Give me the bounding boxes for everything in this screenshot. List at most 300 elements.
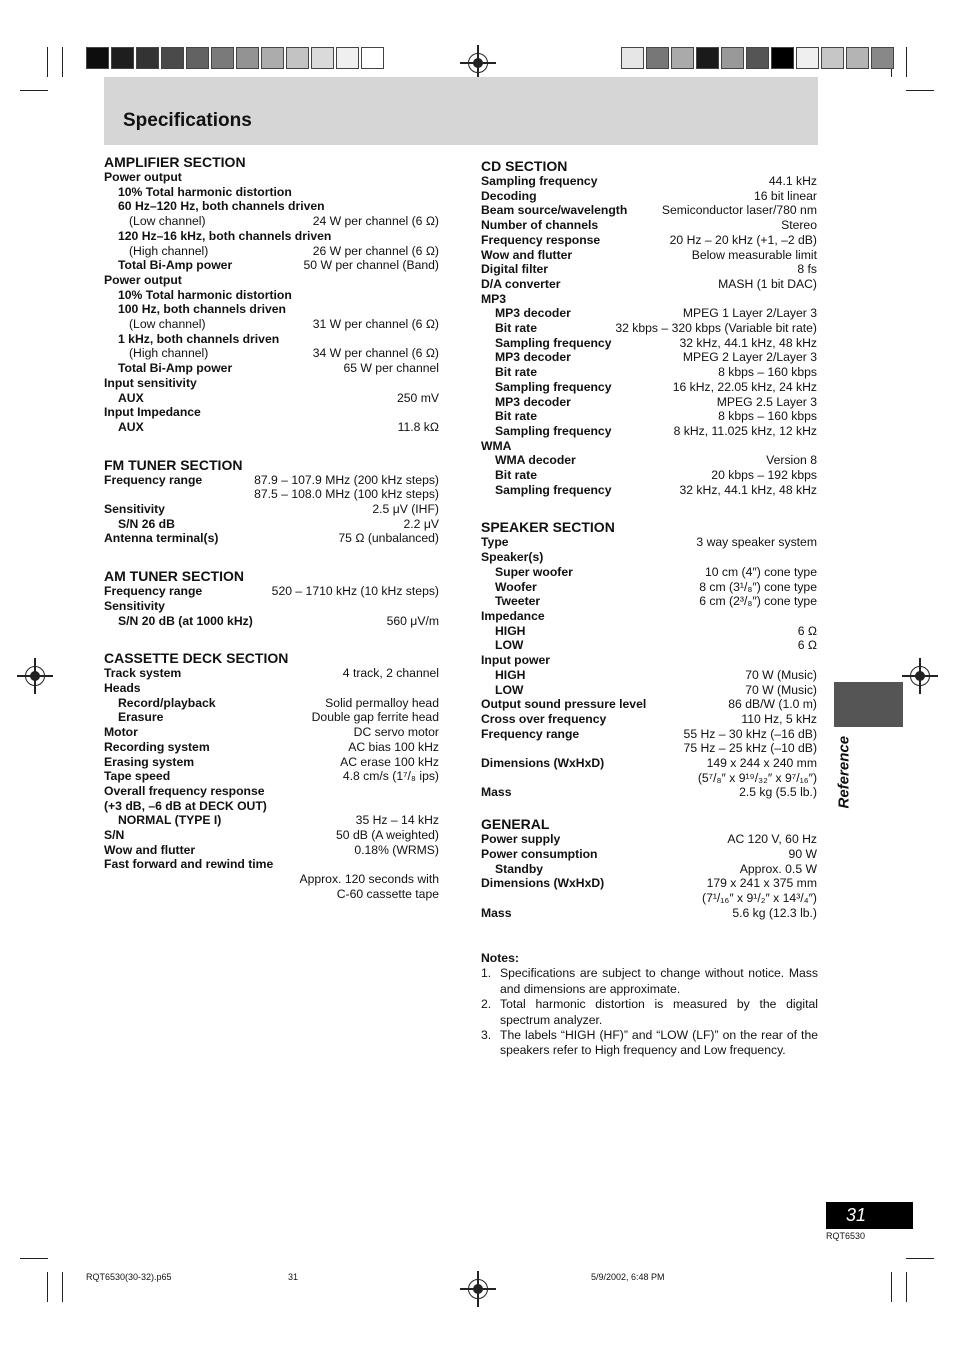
color-swatch <box>821 47 844 69</box>
spec-value: 32 kbps – 320 kbps (Variable bit rate) <box>615 321 817 336</box>
spec-value: 110 Hz, 5 kHz <box>741 711 817 726</box>
spec-label: Standby <box>495 861 544 876</box>
spec-row <box>481 609 817 624</box>
spec-label: (High channel) <box>129 346 209 361</box>
spec-list-am <box>104 584 439 628</box>
spec-row <box>104 799 439 814</box>
spec-row <box>104 405 439 420</box>
color-swatch <box>311 47 334 69</box>
spec-value: MPEG 2 Layer 2/Layer 3 <box>682 350 817 365</box>
spec-label: D/A converter <box>481 276 561 291</box>
spec-list-speaker <box>481 535 817 800</box>
color-swatch <box>721 47 744 69</box>
spec-row <box>104 843 439 858</box>
spec-label: Power consumption <box>481 846 598 861</box>
color-swatch <box>186 47 209 69</box>
color-swatch <box>336 47 359 69</box>
spec-label: Erasing system <box>104 754 195 769</box>
spec-value: 0.18% (WRMS) <box>354 842 439 857</box>
spec-label: LOW <box>495 638 524 653</box>
spec-label: Erasure <box>118 710 164 725</box>
spec-list-amplifier <box>104 170 439 435</box>
spec-row <box>481 727 817 742</box>
model-code: RQT6530 <box>826 1231 866 1241</box>
spec-row <box>481 565 817 580</box>
spec-value: 55 Hz – 30 kHz (–16 dB) <box>683 726 817 741</box>
color-swatch <box>846 47 869 69</box>
spec-label: Total Bi-Amp power <box>118 258 233 273</box>
note-number: 3. <box>481 1028 492 1043</box>
spec-label: Sampling frequency <box>481 174 598 188</box>
spec-value: Stereo <box>781 218 817 233</box>
spec-label: Cross over frequency <box>481 711 607 726</box>
note-text: Specifications are subject to change without notice. Mass and dimensions are approximate. <box>500 966 818 996</box>
footer-page: 31 <box>288 1272 299 1282</box>
spec-value: Double gap ferrite head <box>311 710 439 725</box>
spec-row <box>481 741 817 756</box>
spec-value: (7¹/₁₆″ x 9¹/₂″ x 14³/₄″) <box>702 890 817 905</box>
spec-label: Antenna terminal(s) <box>104 531 219 546</box>
spec-row <box>104 614 439 629</box>
registration-mark-icon <box>468 53 488 73</box>
spec-value: Semiconductor laser/780 nm <box>661 203 817 218</box>
color-swatch <box>161 47 184 69</box>
spec-label: Sensitivity <box>104 598 165 613</box>
spec-row <box>104 769 439 784</box>
spec-label: Bit rate <box>495 409 537 424</box>
spec-row <box>104 857 439 872</box>
spec-row <box>104 317 439 332</box>
spec-value: DC servo motor <box>353 725 439 740</box>
spec-row <box>104 740 439 755</box>
spec-value: 50 dB (A weighted) <box>336 828 439 843</box>
spec-label: WMA decoder <box>495 453 576 468</box>
spec-label: Tape speed <box>104 769 171 784</box>
spec-row <box>481 174 817 189</box>
spec-label: Decoding <box>481 188 537 203</box>
spec-row <box>481 306 817 321</box>
spec-label: Record/playback <box>118 695 216 710</box>
spec-label: Motor <box>104 725 138 740</box>
spec-value: 26 W per channel (6 Ω) <box>312 243 439 258</box>
spec-row <box>104 710 439 725</box>
spec-row <box>104 376 439 391</box>
spec-value: Below measurable limit <box>691 247 817 262</box>
registration-mark-icon <box>468 1279 488 1299</box>
spec-label: Beam source/wavelength <box>481 203 628 218</box>
spec-row <box>104 502 439 517</box>
registration-mark-icon <box>910 666 930 686</box>
color-swatch <box>796 47 819 69</box>
spec-label: MP3 decoder <box>495 306 571 321</box>
spec-value: C-60 cassette tape <box>336 886 439 901</box>
spec-label: Fast forward and rewind time <box>104 857 274 872</box>
section-title-speaker: SPEAKER SECTION <box>481 519 615 536</box>
section-title-fm: FM TUNER SECTION <box>104 456 243 473</box>
spec-value: 3 way speaker system <box>696 535 817 550</box>
spec-row <box>481 906 817 921</box>
spec-label: HIGH <box>495 623 526 638</box>
spec-row <box>481 756 817 771</box>
spec-value: 16 kHz, 22.05 kHz, 24 kHz <box>672 379 817 394</box>
spec-row <box>104 666 439 681</box>
spec-label: Power output <box>104 272 182 287</box>
spec-row <box>481 336 817 351</box>
spec-row <box>104 487 439 502</box>
spec-label: Woofer <box>495 579 537 594</box>
spec-value: 75 Hz – 25 kHz (–10 dB) <box>683 741 817 756</box>
spec-row <box>104 199 439 214</box>
spec-value: 8 fs <box>797 262 817 277</box>
spec-row <box>104 887 439 902</box>
spec-label: S/N 20 dB (at 1000 kHz) <box>118 613 253 628</box>
spec-label: 120 Hz–16 kHz, both channels driven <box>118 228 332 243</box>
spec-label: Frequency range <box>104 584 203 599</box>
spec-value: 11.8 kΩ <box>397 419 439 434</box>
spec-label: Dimensions (WxHxD) <box>481 756 605 771</box>
spec-label: Sampling frequency <box>495 335 612 350</box>
crop-mark <box>47 47 48 77</box>
spec-label: Track system <box>104 666 182 681</box>
spec-label: 100 Hz, both channels driven <box>118 302 286 317</box>
spec-row <box>481 350 817 365</box>
spec-label: Total Bi-Amp power <box>118 361 233 376</box>
title-banner <box>104 77 818 145</box>
spec-label: Frequency response <box>481 232 601 247</box>
spec-row <box>481 483 817 498</box>
page-number: 31 <box>826 1202 913 1229</box>
spec-label: Impedance <box>481 608 545 623</box>
spec-row <box>481 380 817 395</box>
spec-value: 90 W <box>788 846 817 861</box>
crop-mark <box>906 1272 907 1302</box>
notes <box>481 951 818 1059</box>
spec-row <box>481 550 817 565</box>
spec-label: Input power <box>481 653 551 668</box>
color-bar-left <box>86 47 386 69</box>
spec-label: Sampling frequency <box>495 423 612 438</box>
spec-label: Bit rate <box>495 321 537 336</box>
spec-value: AC erase 100 kHz <box>340 754 439 769</box>
spec-row <box>104 828 439 843</box>
crop-mark <box>906 1258 934 1259</box>
spec-value: 24 W per channel (6 Ω) <box>312 214 439 229</box>
color-swatch <box>286 47 309 69</box>
spec-row <box>481 453 817 468</box>
note-item <box>481 966 818 997</box>
spec-label: Recording system <box>104 739 210 754</box>
spec-label: Sensitivity <box>104 502 165 517</box>
spec-label: NORMAL (TYPE I) <box>118 813 222 828</box>
spec-label: MP3 decoder <box>495 350 571 365</box>
spec-value: Version 8 <box>766 453 817 468</box>
spec-row <box>104 599 439 614</box>
spec-row <box>481 535 817 550</box>
spec-row <box>481 189 817 204</box>
spec-label: AUX <box>118 390 144 405</box>
spec-list-cd <box>481 174 817 497</box>
color-swatch <box>236 47 259 69</box>
spec-label: MP3 decoder <box>495 394 571 409</box>
spec-label: Mass <box>481 785 512 800</box>
spec-label: Bit rate <box>495 468 537 483</box>
spec-value: 70 W (Music) <box>745 667 817 682</box>
spec-value: 20 Hz – 20 kHz (+1, –2 dB) <box>669 232 817 247</box>
spec-row <box>481 712 817 727</box>
spec-row <box>481 832 817 847</box>
spec-label: Wow and flutter <box>481 247 573 262</box>
spec-label: Frequency range <box>481 726 580 741</box>
spec-value: 2.5 kg (5.5 lb.) <box>739 785 817 800</box>
note-number: 2. <box>481 997 492 1012</box>
spec-value: 8 kHz, 11.025 kHz, 12 kHz <box>673 423 817 438</box>
page-title: Specifications <box>123 110 252 131</box>
side-tab-label: Reference <box>835 735 853 809</box>
spec-value: 8 kbps – 160 kbps <box>718 409 817 424</box>
spec-value: 6 cm (2³/₈″) cone type <box>699 594 817 609</box>
spec-value: 4 track, 2 channel <box>342 666 439 681</box>
spec-label: WMA <box>481 438 512 453</box>
color-swatch <box>621 47 644 69</box>
spec-label: Super woofer <box>495 564 573 579</box>
spec-row <box>104 346 439 361</box>
spec-label: Bit rate <box>495 365 537 380</box>
spec-row <box>481 638 817 653</box>
spec-label: 60 Hz–120 Hz, both channels driven <box>118 199 325 214</box>
spec-row <box>481 668 817 683</box>
crop-mark <box>47 1272 48 1302</box>
spec-row <box>481 424 817 439</box>
notes-title: Notes: <box>481 951 519 965</box>
footer-date: 5/9/2002, 6:48 PM <box>591 1272 665 1282</box>
spec-value: 8 cm (3¹/₈″) cone type <box>699 579 817 594</box>
spec-label: Number of channels <box>481 218 599 233</box>
spec-label: Wow and flutter <box>104 842 196 857</box>
spec-row <box>104 872 439 887</box>
spec-row <box>104 531 439 546</box>
spec-value: 6 Ω <box>797 623 817 638</box>
color-swatch <box>771 47 794 69</box>
spec-row <box>104 244 439 259</box>
note-text: Total harmonic distortion is measured by the digital spectrum analyzer. <box>500 997 818 1027</box>
spec-label: 1 kHz, both channels driven <box>118 331 280 346</box>
spec-row <box>104 288 439 303</box>
spec-label: S/N <box>104 828 125 843</box>
note-item <box>481 997 818 1028</box>
crop-mark <box>62 47 63 77</box>
color-swatch <box>136 47 159 69</box>
spec-row <box>481 683 817 698</box>
spec-row <box>481 594 817 609</box>
spec-row <box>481 395 817 410</box>
spec-row <box>481 653 817 668</box>
spec-row <box>481 847 817 862</box>
spec-row <box>104 584 439 599</box>
spec-label: Power supply <box>481 832 561 847</box>
spec-label: Speaker(s) <box>481 550 544 565</box>
spec-value: 179 x 241 x 375 mm <box>706 876 817 891</box>
section-title-cd: CD SECTION <box>481 158 568 174</box>
spec-label: S/N 26 dB <box>118 516 175 531</box>
section-title-general: GENERAL <box>481 816 550 833</box>
spec-value: 32 kHz, 44.1 kHz, 48 kHz <box>679 482 817 497</box>
spec-row <box>481 203 817 218</box>
spec-row <box>104 229 439 244</box>
spec-value: MASH (1 bit DAC) <box>718 276 817 291</box>
spec-row <box>104 302 439 317</box>
spec-value: 65 W per channel <box>343 361 439 376</box>
spec-value: 35 Hz – 14 kHz <box>355 813 439 828</box>
notes-list <box>481 966 818 1058</box>
spec-value: 6 Ω <box>797 638 817 653</box>
footer-file: RQT6530(30-32).p65 <box>86 1272 172 1282</box>
section-title-cassette: CASSETTE DECK SECTION <box>104 650 289 667</box>
spec-row <box>481 233 817 248</box>
spec-value: 20 kbps – 192 kbps <box>711 468 817 483</box>
spec-row <box>104 214 439 229</box>
spec-value: 34 W per channel (6 Ω) <box>312 346 439 361</box>
spec-value: 250 mV <box>396 390 439 405</box>
spec-row <box>481 248 817 263</box>
spec-label: Digital filter <box>481 262 549 277</box>
spec-label: HIGH <box>495 667 526 682</box>
spec-value: 16 bit linear <box>753 188 817 203</box>
spec-label: Mass <box>481 905 512 920</box>
spec-label: Overall frequency response <box>104 783 265 798</box>
spec-value: 44.1 kHz <box>768 174 817 188</box>
spec-row <box>104 755 439 770</box>
spec-row <box>104 420 439 435</box>
spec-value: 70 W (Music) <box>745 682 817 697</box>
spec-label: Tweeter <box>495 594 541 609</box>
spec-value: 149 x 244 x 240 mm <box>706 756 817 771</box>
color-swatch <box>671 47 694 69</box>
spec-value: MPEG 2.5 Layer 3 <box>716 394 817 409</box>
right-column <box>481 158 817 920</box>
spec-label: 10% Total harmonic distortion <box>118 184 292 199</box>
spec-value: 10 cm (4″) cone type <box>704 564 817 579</box>
spec-list-fm <box>104 473 439 547</box>
spec-row <box>481 439 817 454</box>
spec-label: LOW <box>495 682 524 697</box>
spec-list-general <box>481 832 817 920</box>
spec-value: Approx. 0.5 W <box>739 861 817 876</box>
side-tab <box>834 682 903 727</box>
spec-row <box>104 517 439 532</box>
crop-mark <box>891 1272 892 1302</box>
color-swatch <box>871 47 894 69</box>
color-swatch <box>86 47 109 69</box>
spec-value: 32 kHz, 44.1 kHz, 48 kHz <box>679 335 817 350</box>
section-title-am: AM TUNER SECTION <box>104 568 244 585</box>
spec-label: Power output <box>104 170 182 184</box>
spec-value: 86 dB/W (1.0 m) <box>728 697 817 712</box>
color-swatch <box>646 47 669 69</box>
spec-row <box>481 580 817 595</box>
spec-label: Dimensions (WxHxD) <box>481 876 605 891</box>
spec-value: 31 W per channel (6 Ω) <box>312 317 439 332</box>
note-number: 1. <box>481 966 492 981</box>
spec-row <box>481 697 817 712</box>
spec-label: Output sound pressure level <box>481 697 647 712</box>
spec-value: 8 kbps – 160 kbps <box>718 365 817 380</box>
spec-label: Type <box>481 535 509 550</box>
spec-row <box>481 468 817 483</box>
color-swatch <box>696 47 719 69</box>
spec-row <box>481 876 817 891</box>
spec-row <box>481 218 817 233</box>
spec-row <box>481 409 817 424</box>
spec-value: 4.8 cm/s (1⁷/₈ ips) <box>342 769 439 784</box>
spec-value: AC bias 100 kHz <box>348 739 439 754</box>
spec-row <box>481 365 817 380</box>
note-text: The labels “HIGH (HF)” and “LOW (LF)” on the rear of the speakers refer to High frequency and Low frequency. <box>500 1028 818 1058</box>
spec-row <box>104 185 439 200</box>
spec-label: Sampling frequency <box>495 482 612 497</box>
color-swatch <box>211 47 234 69</box>
spec-row <box>481 891 817 906</box>
spec-row <box>104 332 439 347</box>
spec-label: Sampling frequency <box>495 379 612 394</box>
spec-label: Input Impedance <box>104 405 201 420</box>
spec-row <box>481 277 817 292</box>
note-item <box>481 1028 818 1059</box>
spec-value: 2.5 μV (IHF) <box>372 502 439 517</box>
color-swatch <box>746 47 769 69</box>
spec-row <box>104 696 439 711</box>
spec-value: MPEG 1 Layer 2/Layer 3 <box>682 306 817 321</box>
left-column <box>104 154 439 902</box>
spec-label: (+3 dB, –6 dB at DECK OUT) <box>104 798 267 813</box>
spec-value: 87.5 – 108.0 MHz (100 kHz steps) <box>254 487 439 502</box>
spec-row <box>104 725 439 740</box>
spec-label: MP3 <box>481 291 507 306</box>
crop-mark <box>62 1272 63 1302</box>
section-title-amplifier: AMPLIFIER SECTION <box>104 154 246 170</box>
spec-row <box>481 771 817 786</box>
spec-value: 87.9 – 107.9 MHz (200 kHz steps) <box>254 472 439 487</box>
spec-label: 10% Total harmonic distortion <box>118 287 292 302</box>
spec-label: AUX <box>118 419 144 434</box>
spec-row <box>104 170 439 185</box>
spec-row <box>481 862 817 877</box>
spec-label: Input sensitivity <box>104 375 197 390</box>
spec-row <box>104 391 439 406</box>
spec-list-cassette <box>104 666 439 901</box>
crop-mark <box>20 90 48 91</box>
spec-value: 520 – 1710 kHz (10 kHz steps) <box>271 584 439 599</box>
spec-label: (High channel) <box>129 243 209 258</box>
spec-label: Heads <box>104 680 141 695</box>
spec-value: AC 120 V, 60 Hz <box>727 832 817 847</box>
spec-value: 2.2 μV <box>403 516 439 531</box>
spec-row <box>104 361 439 376</box>
color-swatch <box>361 47 384 69</box>
spec-row <box>104 784 439 799</box>
spec-label: Frequency range <box>104 472 203 487</box>
spec-row <box>481 321 817 336</box>
spec-row <box>104 273 439 288</box>
spec-row <box>104 473 439 488</box>
color-bar-right <box>621 47 896 69</box>
spec-value: 50 W per channel (Band) <box>303 258 439 273</box>
spec-value: Solid permalloy head <box>325 695 439 710</box>
spec-label: (Low channel) <box>129 317 206 332</box>
registration-mark-icon <box>25 666 45 686</box>
spec-row <box>481 624 817 639</box>
spec-value: 5.6 kg (12.3 lb.) <box>732 905 817 920</box>
spec-value: 560 μV/m <box>386 613 439 628</box>
